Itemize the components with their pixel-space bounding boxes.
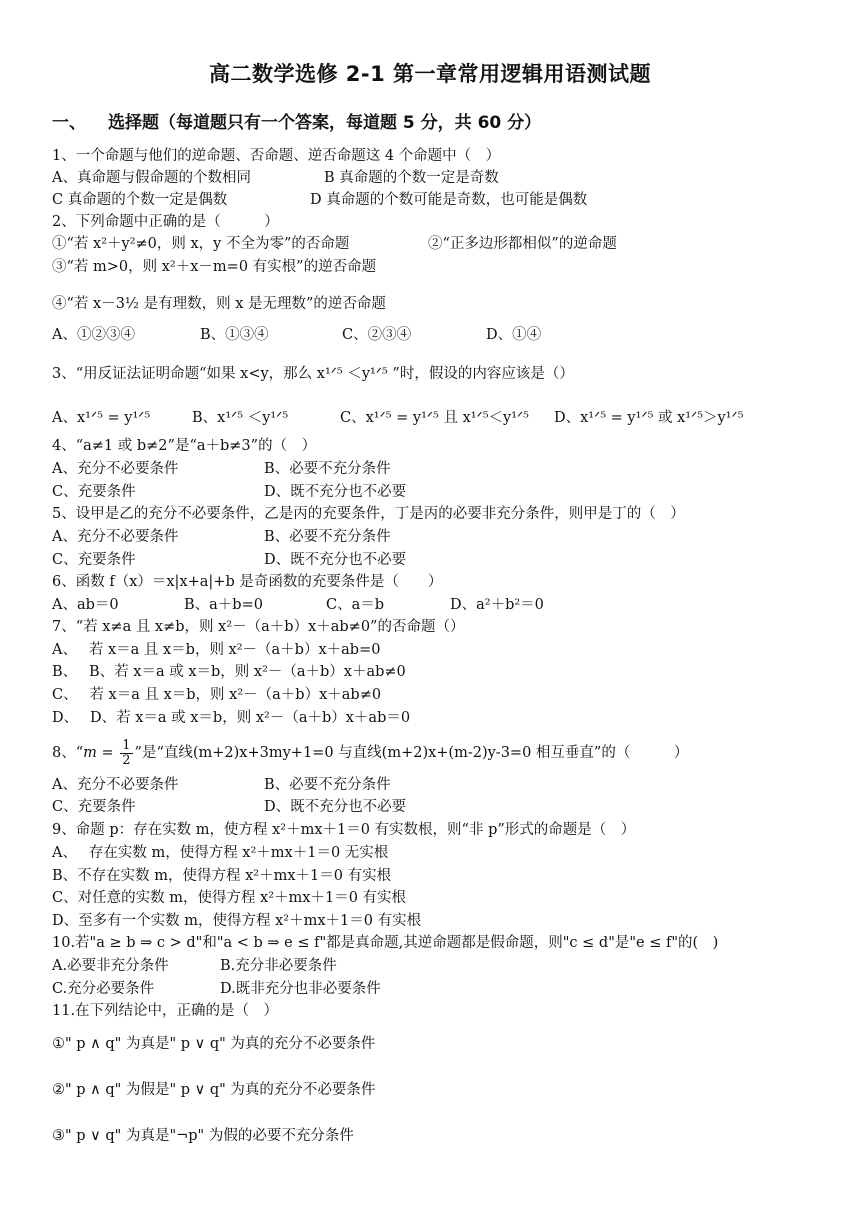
q3-option-a: A、x¹ᐟ⁵ = y¹ᐟ⁵ [52, 410, 151, 426]
q11-item-3: ③" p ∨ q" 为真是"¬p" 为假的必要不充分条件 [52, 1128, 354, 1144]
q5-options-row2 [52, 550, 406, 570]
q8-stem: 8、“m = $\frac{1}{2}$ ”是“直线(m+2)x+3my+1=0 与直线(m+2)x+(m-2)y-3=0 相互垂直”的（ ） [52, 737, 689, 768]
q10-options-row2 [52, 979, 381, 999]
q2-items-row1 [52, 234, 617, 254]
q11-item-2: ②" p ∧ q" 为假是" p ∨ q" 为真的充分不必要条件 [52, 1082, 376, 1098]
q8-option-a: A、充分不必要条件 [52, 777, 179, 793]
q10-option-d: D.既非充分也非必要条件 [220, 981, 381, 997]
q4-option-a: A、充分不必要条件 [52, 461, 179, 477]
q8-options-row2 [52, 797, 406, 817]
q1-option-b: B 真命题的个数一定是奇数 [324, 170, 499, 186]
q1-stem: 1、一个命题与他们的逆命题、否命题、逆否命题这 4 个命题中（ ） [52, 148, 501, 164]
q5-option-a: A、充分不必要条件 [52, 529, 179, 545]
q3-options [52, 408, 744, 428]
q10-stem: 10.若"a ≥ b ⇒ c > d"和"a < b ⇒ e ≤ f"都是真命题,其逆命题都是假命题，则"c ≤ d"是"e ≤ f"的( ) [52, 935, 719, 951]
q2-item-1: ①“若 x²＋y²≠0，则 x，y 不全为零”的否命题 [52, 236, 350, 252]
q2-option-c: C、②③④ [342, 327, 412, 343]
q8-options-row1 [52, 775, 391, 795]
q4-options-row1 [52, 459, 391, 479]
q6-option-a: A、ab＝0 [52, 597, 119, 613]
q1-option-c: C 真命题的个数一定是偶数 [52, 192, 228, 208]
q9-option-b: B、不存在实数 m，使得方程 x²＋mx＋1＝0 有实根 [52, 868, 392, 884]
q8-frac-num: 1 [122, 737, 131, 753]
q5-option-b: B、必要不充分条件 [264, 529, 391, 545]
q4-stem: 4、“a≠1 或 b≠2”是“a＋b≠3”的（ ） [52, 438, 317, 454]
q2-option-d: D、①④ [486, 327, 542, 343]
q9-stem: 9、命题 p：存在实数 m，使方程 x²＋mx＋1＝0 有实数根，则“非 p”形式的命题是（ ） [52, 822, 636, 838]
q2-options [52, 325, 541, 345]
q8-frac-den: 2 [122, 752, 131, 768]
q8-fraction [120, 739, 132, 768]
q3-option-d: D、x¹ᐟ⁵ = y¹ᐟ⁵ 或 x¹ᐟ⁵＞y¹ᐟ⁵ [554, 410, 744, 426]
q4-option-d: D、既不充分也不必要 [264, 484, 407, 500]
q1-options-row2 [52, 190, 587, 210]
q10-option-c: C.充分必要条件 [52, 981, 155, 997]
q5-option-d: D、既不充分也不必要 [264, 552, 407, 568]
q8-stem-var: m [83, 745, 97, 761]
q9-option-a: A、 存在实数 m，使得方程 x²＋mx＋1＝0 无实根 [52, 845, 389, 861]
q2-item-3: ③“若 m>0，则 x²＋x－m=0 有实根”的逆否命题 [52, 259, 377, 275]
q4-options-row2 [52, 482, 406, 502]
q1-option-a: A、真命题与假命题的个数相同 [52, 170, 251, 186]
q10-options-row1 [52, 956, 337, 976]
q10-option-b: B.充分非必要条件 [220, 958, 337, 974]
q7-option-a: A、 若 x＝a 且 x＝b，则 x²－（a＋b）x＋ab=0 [52, 642, 381, 658]
q5-stem: 5、设甲是乙的充分不必要条件，乙是丙的充要条件，丁是丙的必要非充分条件，则甲是丁的（ ） [52, 506, 685, 522]
page-title: 高二数学选修 2-1 第一章常用逻辑用语测试题 [208, 62, 652, 86]
q8-option-c: C、充要条件 [52, 799, 136, 815]
q1-option-d: D 真命题的个数可能是奇数，也可能是偶数 [310, 192, 588, 208]
q5-options-row1 [52, 527, 391, 547]
q9-option-c: C、对任意的实数 m，使得方程 x²＋mx＋1＝0 有实根 [52, 890, 407, 906]
q3-stem: 3、“用反证法证明命题“如果 x<y，那么 x¹ᐟ⁵ ＜y¹ᐟ⁵ ”时，假设的内容应该是（） [52, 366, 574, 382]
q4-option-b: B、必要不充分条件 [264, 461, 391, 477]
q2-stem: 2、下列命题中正确的是（ ） [52, 214, 279, 230]
q1-options-row1 [52, 168, 499, 188]
q8-option-d: D、既不充分也不必要 [264, 799, 407, 815]
q7-option-c: C、 若 x＝a 且 x＝b，则 x²－（a＋b）x＋ab≠0 [52, 687, 382, 703]
q3-option-c: C、x¹ᐟ⁵ = y¹ᐟ⁵ 且 x¹ᐟ⁵＜y¹ᐟ⁵ [340, 410, 529, 426]
q7-option-b: B、 B、若 x＝a 或 x＝b，则 x²－（a＋b）x＋ab≠0 [52, 664, 406, 680]
q8-stem-suffix: ”是“直线(m+2)x+3my+1=0 与直线(m+2)x+(m-2)y-3=0 相互垂直”的（ ） [134, 745, 689, 761]
q4-option-c: C、充要条件 [52, 484, 136, 500]
q9-option-d: D、至多有一个实数 m，使得方程 x²＋mx＋1＝0 有实根 [52, 913, 422, 929]
section-label: 选择题（每道题只有一个答案，每道题 5 分，共 60 分） [108, 113, 542, 133]
q2-option-a: A、①②③④ [52, 327, 135, 343]
q5-option-c: C、充要条件 [52, 552, 136, 568]
q2-item-2: ②“正多边形都相似”的逆命题 [428, 236, 617, 252]
q7-stem: 7、“若 x≠a 且 x≠b，则 x²－（a＋b）x＋ab≠0”的否命题（） [52, 619, 465, 635]
q11-item-1: ①" p ∧ q" 为真是" p ∨ q" 为真的充分不必要条件 [52, 1036, 376, 1052]
q6-options [52, 595, 544, 615]
q2-item-4: ④“若 x－3½ 是有理数，则 x 是无理数”的逆否命题 [52, 296, 386, 312]
q6-stem: 6、函数 f（x）＝x|x+a|+b 是奇函数的充要条件是（ ） [52, 574, 443, 590]
q6-option-b: B、a＋b=0 [184, 597, 263, 613]
q6-option-d: D、a²＋b²＝0 [450, 597, 544, 613]
q6-option-c: C、a＝b [326, 597, 385, 613]
q7-option-d: D、 D、若 x＝a 或 x＝b，则 x²－（a＋b）x＋ab＝0 [52, 710, 411, 726]
q10-option-a: A.必要非充分条件 [52, 958, 169, 974]
q2-option-b: B、①③④ [200, 327, 269, 343]
q8-stem-prefix: 8、“ [52, 745, 84, 761]
section-number: 一、 [52, 113, 86, 133]
q3-option-b: B、x¹ᐟ⁵ ＜y¹ᐟ⁵ [192, 410, 289, 426]
q8-option-b: B、必要不充分条件 [264, 777, 391, 793]
q11-stem: 11.在下列结论中，正确的是（ ） [52, 1003, 279, 1019]
section-heading [52, 108, 541, 133]
